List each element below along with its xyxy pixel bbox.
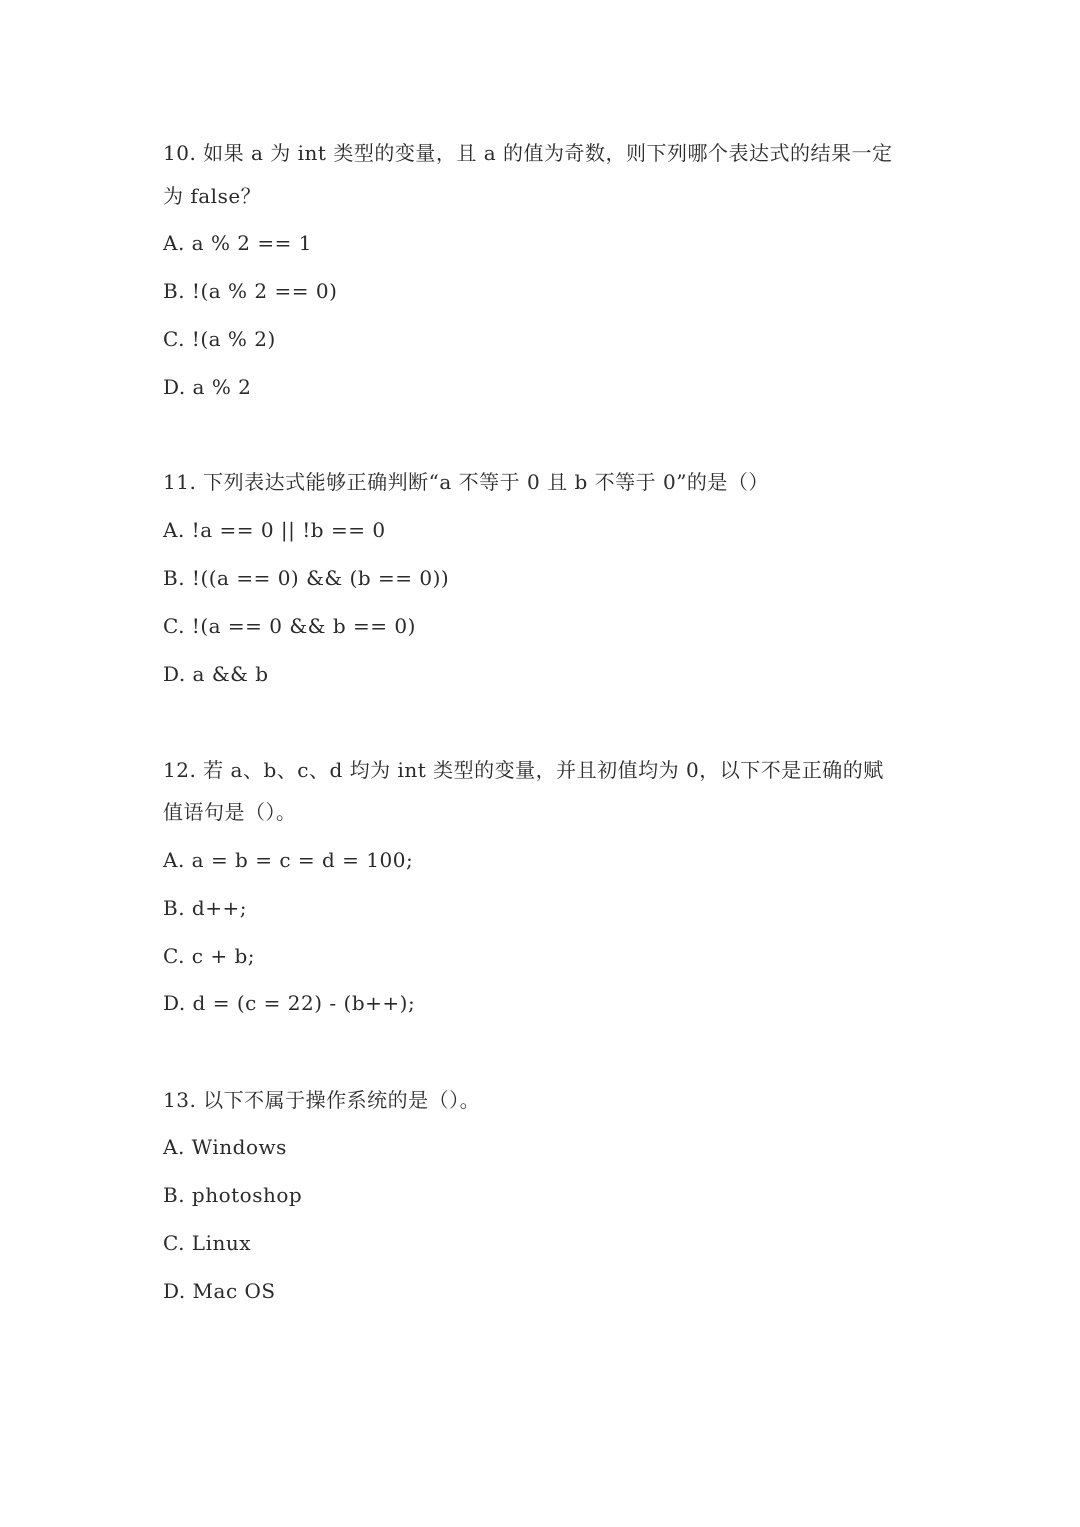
question-12-option-a: A. a = b = c = d = 100; [163,848,414,872]
question-11-option-a: A. !a == 0 || !b == 0 [163,518,386,542]
question-10-stem-line2: 为 false？ [163,184,262,208]
question-11-option-d: D. a && b [163,662,269,686]
question-12-option-c: C. c + b; [163,944,256,968]
question-12-stem-line1: 12. 若 a、b、c、d 均为 int 类型的变量，并且初值均为 0，以下不是正确的赋 [163,758,884,782]
question-12-stem-line2: 值语句是（）。 [163,800,297,824]
question-10-stem-line1: 10. 如果 a 为 int 类型的变量，且 a 的值为奇数，则下列哪个表达式的结果一定 [163,141,893,165]
question-10-option-a: A. a % 2 == 1 [163,231,312,255]
question-11-stem-line1: 11. 下列表达式能够正确判断“a 不等于 0 且 b 不等于 0”的是（） [163,470,769,494]
question-12-option-d: D. d = (c = 22) - (b++); [163,991,416,1015]
question-12-option-b: B. d++; [163,896,247,920]
question-10-option-b: B. !(a % 2 == 0) [163,279,338,303]
question-11-option-b: B. !((a == 0) && (b == 0)) [163,566,450,590]
question-10-option-d: D. a % 2 [163,375,252,399]
question-13-option-d: D. Mac OS [163,1279,276,1303]
question-13-stem-line1: 13. 以下不属于操作系统的是（）。 [163,1088,481,1112]
question-13-option-a: A. Windows [163,1135,287,1159]
question-10-option-c: C. !(a % 2) [163,327,276,351]
question-13-option-b: B. photoshop [163,1183,303,1207]
question-13-option-c: C. Linux [163,1231,252,1255]
question-11-option-c: C. !(a == 0 && b == 0) [163,614,416,638]
